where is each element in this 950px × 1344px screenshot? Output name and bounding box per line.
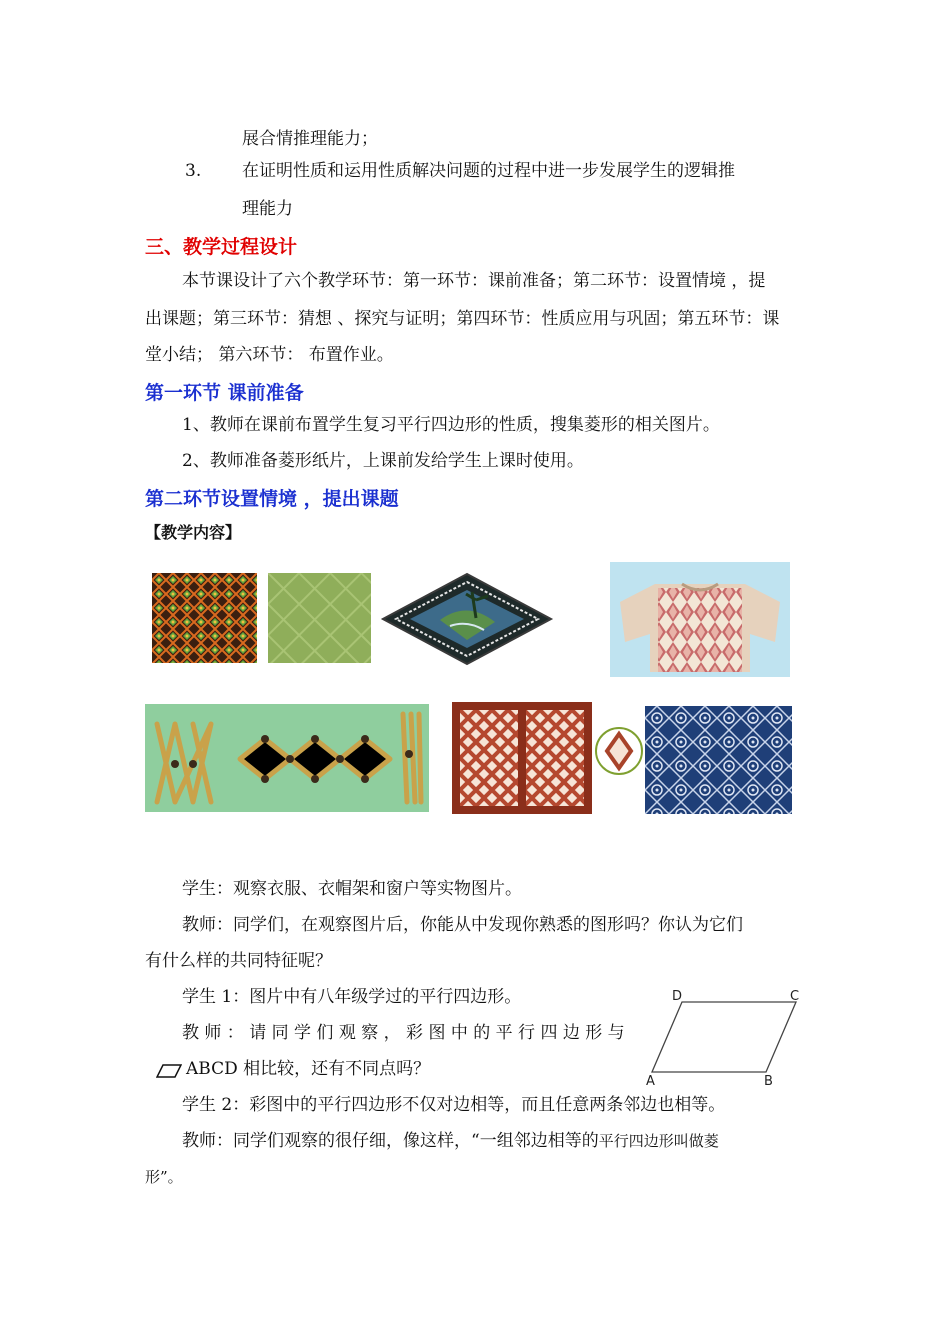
lattice-window-image: [452, 702, 592, 814]
vertex-label-c: C: [790, 989, 800, 1004]
parallelogram-shape: [652, 1002, 796, 1072]
step-1-item-1: 1、教师在课前布置学生复习平行四边形的性质，搜集菱形的相关图片。: [182, 415, 720, 435]
vertex-label-b: B: [764, 1074, 773, 1088]
blue-diamond-fabric-image: [645, 706, 792, 814]
dialogue-line-8: [182, 1130, 719, 1152]
section-paragraph-line-2: 出课题；第三环节：猜想 、探究与证明；第四环节：性质应用与巩固；第五环节：课: [145, 309, 780, 329]
dialogue-line-6: ABCD 相比较，还有不同点吗？: [186, 1059, 431, 1079]
vertex-label-a: A: [646, 1074, 655, 1088]
dialogue-line-5: 教 师 ： 请 同 学 们 观 察 ， 彩 图 中 的 平 行 四 边 形 与: [182, 1023, 625, 1043]
step-1-item-2: 2、教师准备菱形纸片，上课前发给学生上课时使用。: [182, 451, 584, 471]
dialogue-line-8-part-b: 平行四边形叫做菱: [598, 1132, 719, 1150]
step-1-heading: 第一环节 课前准备: [145, 382, 304, 404]
parallelogram-abcd-figure: [640, 988, 810, 1088]
expandable-coat-rack-image: [145, 704, 429, 812]
argyle-sweater-image: [610, 562, 790, 677]
dialogue-line-9: 形”。: [145, 1168, 183, 1186]
section-heading: 三、教学过程设计: [145, 236, 298, 258]
section-paragraph-line-1: 本节课设计了六个教学环节：第一环节：课前准备；第二环节：设置情境 ，提: [182, 271, 766, 291]
step-2-heading: 第二环节设置情境 ，提出课题: [145, 488, 399, 510]
parallelogram-icon: [156, 1064, 182, 1078]
item-3-line-1: 在证明性质和运用性质解决问题的过程中进一步发展学生的逻辑推: [242, 161, 735, 181]
dialogue-line-8-part-a: 教师：同学们观察的很仔细，像这样，“一组邻边相等的: [182, 1131, 599, 1151]
section-paragraph-line-3: 堂小结； 第六环节： 布置作业。: [145, 345, 394, 365]
knit-pattern-image: [152, 573, 257, 663]
rhombus-frame-inset-image: [594, 726, 644, 776]
item-number-3: 3.: [185, 161, 202, 181]
dialogue-line-4: 学生 1：图片中有八年级学过的平行四边形。: [182, 987, 522, 1007]
vertex-label-d: D: [672, 989, 683, 1004]
dialogue-line-7: 学生 2：彩图中的平行四边形不仅对边相等，而且任意两条邻边也相等。: [182, 1095, 726, 1115]
item-3-line-2: 理能力: [242, 199, 293, 219]
dialogue-line-2: 教师：同学们，在观察图片后，你能从中发现你熟悉的图形吗？你认为它们: [182, 915, 743, 935]
intro-line-continuation: 展合情推理能力；: [242, 129, 378, 149]
dialogue-line-1: 学生：观察衣服、衣帽架和窗户等实物图片。: [182, 879, 522, 899]
green-quilted-texture-image: [268, 573, 371, 663]
dialogue-line-3: 有什么样的共同特征呢？: [145, 951, 332, 971]
teaching-content-label: 【教学内容】: [145, 523, 242, 542]
rhombus-landscape-rug-image: [380, 570, 555, 668]
